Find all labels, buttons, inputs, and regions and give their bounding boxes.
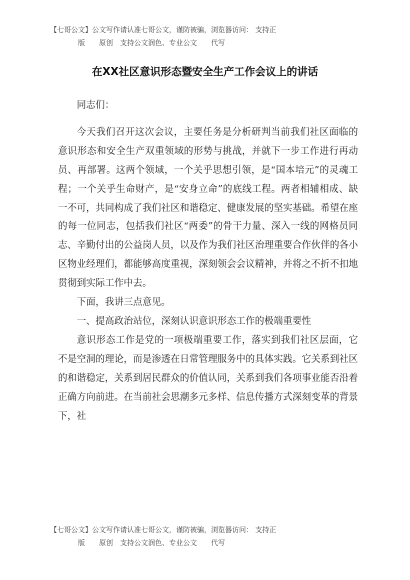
footer-line-1: 【七哥公文】公文写作请认准七哥公文，谨防被骗，浏览器访问： 支持正: [50, 526, 277, 534]
document-body: [58, 97, 358, 426]
paragraph-opening: 今天我们召开这次会议，主要任务是分析研判当前我们社区面临的意识形态和安全生产双重领域的形势与挑战，并就下一步工作进行再动员、再部署。这两个领域，一个关乎思想引领，是“国本培元”的灵魂工程；一个关乎生命财产，是“安身立命”的底线工程。两者相辅相成、缺一不可，共同构成了我们社区和谐稳定、健康发展的坚实基础。希望在座的每一位同志，包括我们社区“两委”的骨干力量、深入一线的网格员同志、辛勤付出的公益岗人员，以及作为我们社区治理重要合作伙伴的各小区物业经理们，都能够高度重视，深刻领会会议精神，并将之不折不扣地贯彻到实际工作中去。: [58, 126, 359, 290]
footer-line-2: 版 原创 支持公文润色、专业公文 代写: [78, 539, 225, 547]
section-heading-1: 一、提高政治站位，深刻认识意识形态工作的极端重要性: [76, 315, 312, 327]
greeting: 同志们：: [76, 100, 115, 111]
header-line-1: 【七哥公文】公文写作请认准七哥公文，谨防被骗，浏览器访问： 支持正: [50, 26, 277, 34]
header-line-2: 版 原创 支持公文润色、专业公文 代写: [78, 39, 225, 47]
paragraph-transition: 下面，我讲三点意见。: [76, 297, 171, 309]
document-title: 在XX社区意识形态暨安全生产工作会议上的讲话: [91, 66, 319, 78]
page-header: [50, 24, 370, 50]
page-footer: [50, 524, 370, 550]
paragraph-section-1: 意识形态工作是党的一项极端重要工作，落实到我们社区层面，它不是空洞的理论，而是渗透在日常管理服务中的具体实践。它关系到社区的和谐稳定，关系到居民群众的价值认同，关系到我们各项事业能否沿着正确方向前进。在当前社会思潮多元多样、信息传播方式深刻变革的背景下，社: [58, 334, 359, 422]
